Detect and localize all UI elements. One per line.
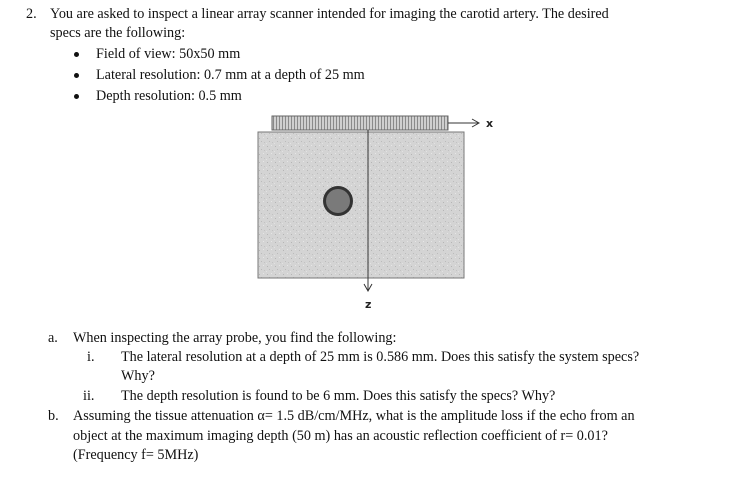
part-b-line3: (Frequency f= 5MHz) [73, 447, 199, 463]
spec-depth-resolution: Depth resolution: 0.5 mm [96, 88, 242, 104]
part-b-line1: Assuming the tissue attenuation α= 1.5 dB/cm/MHz, what is the amplitude loss if the echo from an [73, 408, 635, 424]
scanner-figure [250, 112, 510, 322]
part-a-i-line1: The lateral resolution at a depth of 25 mm is 0.586 mm. Does this satisfy the system specs? [121, 349, 640, 365]
target-artery [326, 189, 350, 213]
question-intro-line1: You are asked to inspect a linear array scanner intended for imaging the carotid artery. The desired [50, 6, 609, 22]
spec-field-of-view: Field of view: 50x50 mm [96, 46, 241, 62]
z-axis-label: z [365, 298, 372, 311]
part-b-label: b. [48, 408, 59, 424]
spec-lateral-resolution: Lateral resolution: 0.7 mm at a depth of 25 mm [96, 67, 365, 83]
part-a-i-line2: Why? [121, 368, 155, 384]
x-axis-label: x [486, 117, 494, 130]
part-a-text: When inspecting the array probe, you find the following: [73, 330, 397, 346]
part-b-line2: object at the maximum imaging depth (50 m) has an acoustic reflection coefficient of r= 0.01? [73, 428, 608, 444]
question-intro-line2: specs are the following: [50, 25, 186, 41]
part-a-ii-line1: The depth resolution is found to be 6 mm. Does this satisfy the specs? Why? [121, 388, 556, 404]
question-number: 2. [26, 6, 37, 22]
scanner-diagram [250, 112, 510, 317]
part-a-i-label: i. [87, 349, 95, 365]
tissue-block [258, 132, 464, 278]
part-a-label: a. [48, 330, 58, 346]
transducer-array [272, 116, 448, 130]
part-a-ii-label: ii. [83, 388, 95, 404]
